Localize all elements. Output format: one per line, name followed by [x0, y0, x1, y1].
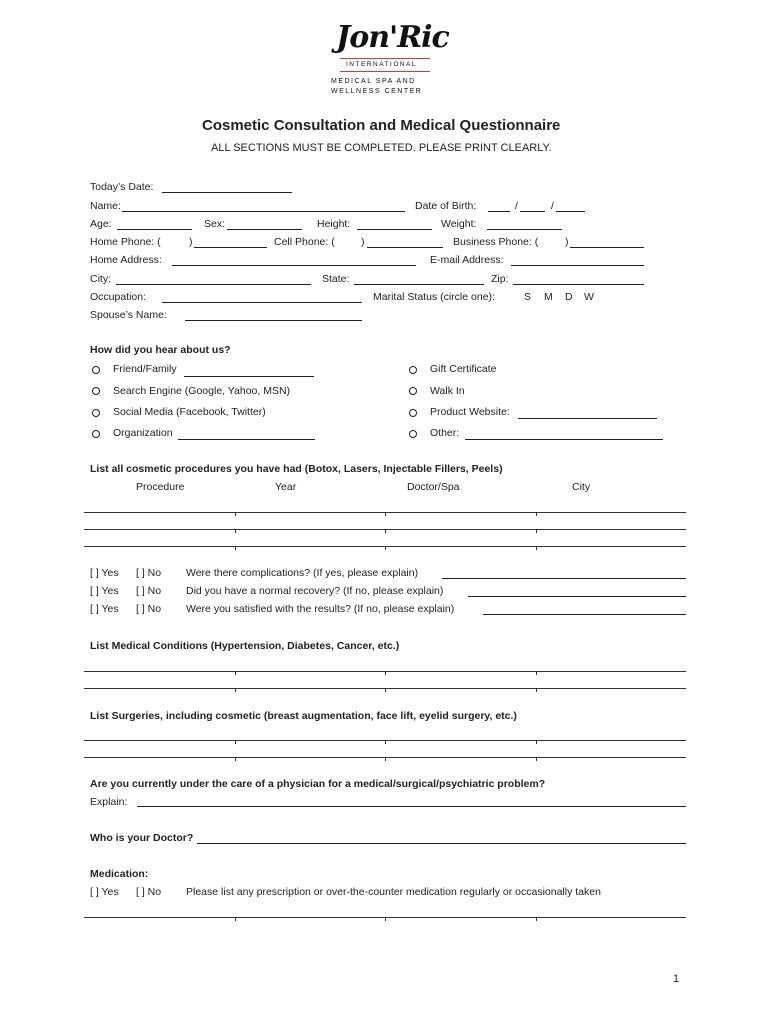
dob-label: Date of Birth:: [415, 200, 477, 212]
row-tick: [536, 530, 537, 533]
column-year: Year: [275, 481, 297, 493]
row-tick: [536, 547, 537, 550]
business-phone-label: Business Phone: (: [453, 236, 539, 248]
surgeries-heading: List Surgeries, including cosmetic (breast augmentation, face lift, eyelid surgery, etc.): [90, 710, 517, 722]
city-field[interactable]: [116, 284, 311, 285]
referral-heading: How did you hear about us?: [90, 344, 231, 356]
q2-text: Did you have a normal recovery? (If no, please explain): [186, 585, 444, 597]
row-tick: [235, 530, 236, 533]
occupation-field[interactable]: [162, 302, 362, 303]
radio-search-engine[interactable]: [92, 387, 100, 395]
home-address-field[interactable]: [172, 265, 416, 266]
marital-option-d[interactable]: D: [565, 291, 573, 303]
business-phone-close: ): [565, 236, 569, 248]
name-field[interactable]: [122, 211, 405, 212]
medication-heading: Medication:: [90, 868, 149, 880]
organization-field[interactable]: [178, 439, 315, 440]
referral-gift-certificate: Gift Certificate: [430, 363, 497, 375]
todays-date-field[interactable]: [162, 192, 292, 193]
column-city: City: [572, 481, 591, 493]
referral-social-media: Social Media (Facebook, Twitter): [113, 406, 266, 418]
logo-underline: [340, 58, 430, 59]
state-field[interactable]: [354, 284, 484, 285]
age-field[interactable]: [117, 229, 192, 230]
dob-year-field[interactable]: [556, 211, 585, 212]
row-tick: [385, 918, 386, 921]
logo-line2: WELLNESS CENTER: [331, 88, 423, 95]
logo-brand: Jon'Ric: [336, 20, 449, 55]
marital-option-s[interactable]: S: [524, 291, 532, 303]
marital-option-m[interactable]: M: [544, 291, 553, 303]
radio-walk-in[interactable]: [409, 387, 417, 395]
marital-option-w[interactable]: W: [584, 291, 594, 303]
spouse-field[interactable]: [185, 320, 362, 321]
medication-no[interactable]: [ ] No: [136, 886, 162, 898]
doctor-label: Who is your Doctor?: [90, 832, 194, 844]
explain-field[interactable]: [137, 806, 686, 807]
referral-walk-in: Walk In: [430, 385, 465, 397]
column-procedure: Procedure: [136, 481, 185, 493]
radio-other[interactable]: [409, 430, 417, 438]
row-tick: [536, 741, 537, 744]
logo-underline-2: [340, 71, 430, 72]
row-tick: [385, 530, 386, 533]
height-field[interactable]: [357, 229, 432, 230]
doctor-field[interactable]: [197, 843, 686, 844]
row-tick: [235, 758, 236, 761]
logo-international: INTERNATIONAL: [346, 61, 418, 68]
email-field[interactable]: [511, 265, 644, 266]
physician-question: Are you currently under the care of a physician for a medical/surgical/psychiatric problem?: [90, 778, 546, 790]
cell-phone-label: Cell Phone: (: [274, 236, 335, 248]
row-tick: [536, 758, 537, 761]
row-tick: [385, 689, 386, 692]
row-tick: [385, 547, 386, 550]
dob-sep-2: /: [551, 200, 554, 212]
q2-no[interactable]: [ ] No: [136, 585, 162, 597]
q3-field[interactable]: [483, 614, 686, 615]
logo-line1: MEDICAL SPA AND: [331, 78, 416, 85]
row-tick: [385, 741, 386, 744]
referral-other: Other:: [430, 427, 460, 439]
referral-search-engine: Search Engine (Google, Yahoo, MSN): [113, 385, 291, 397]
q1-yes[interactable]: [ ] Yes: [90, 567, 119, 579]
page-subtitle: ALL SECTIONS MUST BE COMPLETED. PLEASE PRINT CLEARLY.: [211, 142, 552, 154]
column-doctor-spa: Doctor/Spa: [407, 481, 460, 493]
home-address-label: Home Address:: [90, 254, 162, 266]
q1-text: Were there complications? (If yes, please explain): [186, 567, 419, 579]
row-tick: [235, 741, 236, 744]
friend-family-field[interactable]: [184, 376, 314, 377]
row-tick: [536, 918, 537, 921]
radio-gift-certificate[interactable]: [409, 366, 417, 374]
home-phone-close: ): [189, 236, 193, 248]
spouse-label: Spouse’s Name:: [90, 309, 167, 321]
row-tick: [385, 672, 386, 675]
referral-product-website: Product Website:: [430, 406, 510, 418]
medication-yes[interactable]: [ ] Yes: [90, 886, 119, 898]
zip-label: Zip:: [491, 273, 509, 285]
radio-friend-family[interactable]: [92, 366, 100, 374]
sex-field[interactable]: [227, 229, 302, 230]
dob-sep-1: /: [515, 200, 518, 212]
sex-label: Sex:: [204, 218, 226, 230]
referral-friend-family: Friend/Family: [113, 363, 177, 375]
dob-day-field[interactable]: [520, 211, 545, 212]
explain-label: Explain:: [90, 796, 128, 808]
marital-status-label: Marital Status (circle one):: [373, 291, 495, 303]
row-tick: [235, 513, 236, 516]
height-label: Height:: [317, 218, 351, 230]
row-tick: [235, 918, 236, 921]
email-label: E-mail Address:: [430, 254, 504, 266]
dob-month-field[interactable]: [488, 211, 510, 212]
row-tick: [536, 513, 537, 516]
row-tick: [235, 547, 236, 550]
q2-yes[interactable]: [ ] Yes: [90, 585, 119, 597]
weight-field[interactable]: [487, 229, 562, 230]
q1-no[interactable]: [ ] No: [136, 567, 162, 579]
product-website-field[interactable]: [518, 418, 657, 419]
q1-field[interactable]: [442, 578, 686, 579]
row-tick: [385, 513, 386, 516]
other-field[interactable]: [465, 439, 663, 440]
occupation-label: Occupation:: [90, 291, 147, 303]
city-label: City:: [90, 273, 111, 285]
page-title: Cosmetic Consultation and Medical Questionnaire: [202, 117, 561, 134]
medication-text: Please list any prescription or over-the-counter medication regularly or occasionally taken: [186, 886, 601, 898]
zip-field[interactable]: [513, 284, 644, 285]
todays-date-label: Today’s Date:: [90, 181, 154, 193]
page-number: 1: [673, 973, 680, 985]
radio-organization[interactable]: [92, 430, 100, 438]
row-tick: [536, 689, 537, 692]
referral-organization: Organization: [113, 427, 173, 439]
state-label: State:: [322, 273, 350, 285]
q2-field[interactable]: [468, 596, 686, 597]
row-tick: [235, 689, 236, 692]
cell-phone-close: ): [361, 236, 365, 248]
row-tick: [235, 672, 236, 675]
home-phone-field[interactable]: [194, 247, 267, 248]
procedures-heading: List all cosmetic procedures you have had (Botox, Lasers, Injectable Fillers, Peels): [90, 463, 503, 475]
q3-no[interactable]: [ ] No: [136, 603, 162, 615]
age-label: Age:: [90, 218, 112, 230]
business-phone-field[interactable]: [570, 247, 644, 248]
row-tick: [385, 758, 386, 761]
weight-label: Weight:: [441, 218, 477, 230]
q3-yes[interactable]: [ ] Yes: [90, 603, 119, 615]
radio-product-website[interactable]: [409, 409, 417, 417]
q3-text: Were you satisfied with the results? (If no, please explain): [186, 603, 455, 615]
home-phone-label: Home Phone: (: [90, 236, 161, 248]
radio-social-media[interactable]: [92, 409, 100, 417]
medical-conditions-heading: List Medical Conditions (Hypertension, Diabetes, Cancer, etc.): [90, 640, 400, 652]
name-label: Name:: [90, 200, 121, 212]
cell-phone-field[interactable]: [367, 247, 443, 248]
row-tick: [536, 672, 537, 675]
